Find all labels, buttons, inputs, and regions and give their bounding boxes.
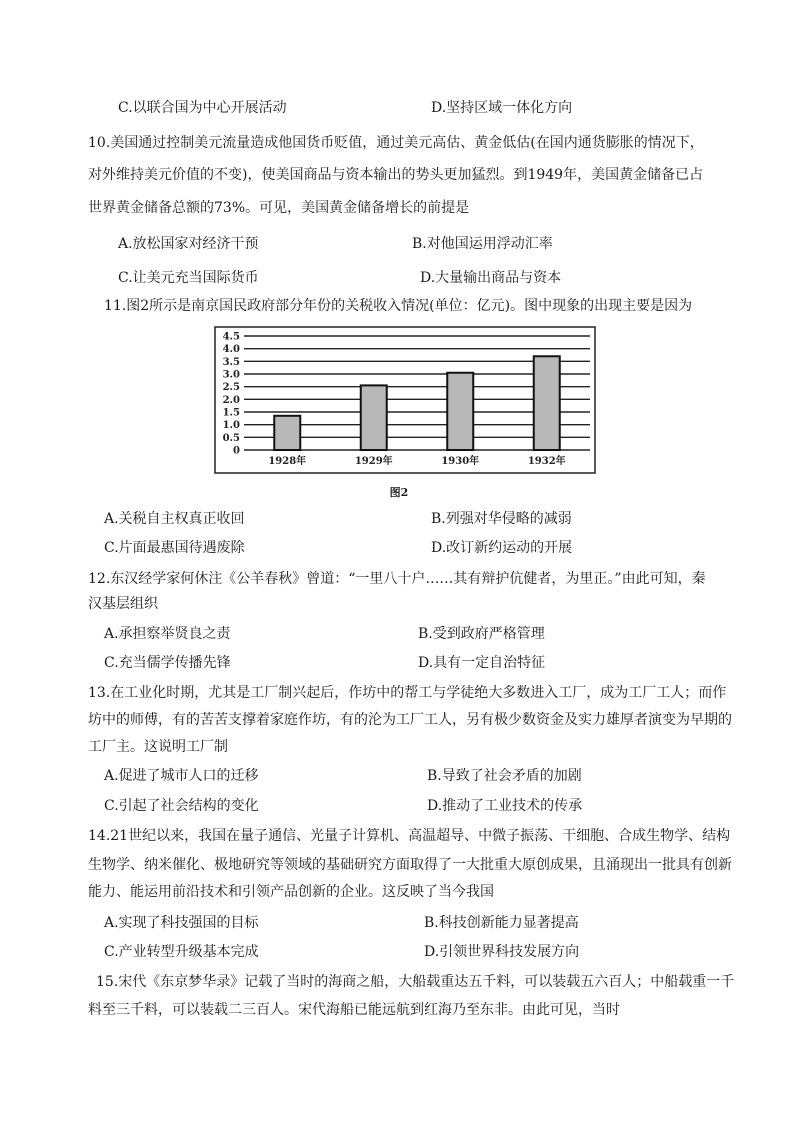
figure-caption: 图2 [389,486,409,499]
chart-svg [214,326,596,474]
q14-stem-line2: 生物学、纳米催化、极地研究等领域的基础研究方面取得了一大批重大原创成果，且涌现出一批具有创新 [88,857,732,873]
q13-option-b: B.导致了社会矛盾的加剧 [427,768,582,784]
q12-option-a: A.承担察举贤良之责 [104,626,231,642]
y-tick-label: 2.0 [222,394,240,406]
y-tick-label: 4.5 [222,331,240,343]
q12-option-c: C.充当儒学传播先锋 [104,655,231,671]
x-tick-label: 1928年 [268,456,307,467]
y-tick-label: 0 [233,445,240,457]
q11-option-d: D.改订新约运动的开展 [431,540,573,556]
q10-option-a: A.放松国家对经济干预 [118,236,259,252]
tariff-bar-chart [214,326,596,474]
bar [534,356,560,450]
q10-option-d: D.大量输出商品与资本 [420,270,562,286]
q14-option-b: B.科技创新能力显著提高 [424,915,579,931]
y-tick-label: 3.5 [222,356,240,368]
q14-option-c: C.产业转型升级基本完成 [104,944,259,960]
bar [361,385,387,450]
q13-option-d: D.推动了工业技术的传承 [427,798,583,814]
q14-option-d: D.引领世界科技发展方向 [424,944,580,960]
bar [447,373,473,450]
q9-option-d: D.坚持区域一体化方向 [431,100,573,116]
bar [274,416,300,450]
q13-stem-line2: 坊中的师傅，有的苦苦支撑着家庭作坊，有的沦为工厂工人，另有极少数资金及实力雄厚者演变为早期的 [88,712,732,728]
q15-stem-line1: 15.宋代《东京梦华录》记载了当时的海商之船，大船载重达五千料，可以装载五六百人；中船载重一千 [96,974,735,990]
q10-stem-line1: 10.美国通过控制美元流量造成他国货币贬值，通过美元高估、黄金低估(在国内通货膨胀的情况下， [88,135,704,151]
q10-stem-line2: 对外维持美元价值的不变)，使美国商品与资本输出的势头更加猛烈。到1949年，美国黄金储备已占 [88,167,704,183]
q12-option-d: D.具有一定自治特征 [418,655,546,671]
q12-stem-line2: 汉基层组织 [88,596,158,612]
x-tick-label: 1929年 [354,456,393,467]
y-tick-label: 1.5 [222,407,240,419]
q14-option-a: A.实现了科技强国的目标 [104,915,259,931]
y-tick-label: 1.0 [222,420,240,432]
q11-option-c: C.片面最惠国待遇废除 [104,540,245,556]
q9-option-c: C.以联合国为中心开展活动 [118,100,287,116]
y-tick-label: 3.0 [222,369,240,381]
x-tick-label: 1932年 [527,456,566,467]
q10-option-c: C.让美元充当国际货币 [118,270,259,286]
x-tick-label: 1930年 [441,456,480,467]
q14-stem-line3: 能力、能运用前沿技术和引领产品创新的企业。这反映了当今我国 [88,884,494,900]
q15-stem-line2: 料至三千料，可以装载二三百人。宋代海船已能远航到红海乃至东非。由此可见，当时 [88,1002,620,1018]
q13-stem-line3: 工厂主。这说明工厂制 [88,739,228,755]
q10-option-b: B.对他国运用浮动汇率 [412,236,553,252]
q11-stem-line1: 11.图2所示是南京国民政府部分年份的关税收入情况(单位：亿元)。图中现象的出现主要是因为 [104,298,693,314]
q10-stem-line3: 世界黄金储备总额的73%。可见，美国黄金储备增长的前提是 [88,200,470,216]
y-tick-label: 0.5 [222,432,240,444]
q13-option-c: C.引起了社会结构的变化 [104,798,259,814]
y-tick-label: 2.5 [222,382,240,394]
q12-option-b: B.受到政府严格管理 [418,626,545,642]
q13-stem-line1: 13.在工业化时期，尤其是工厂制兴起后，作坊中的帮工与学徒绝大多数进入工厂，成为工厂工人；而作 [88,685,727,701]
q11-option-a: A.关税自主权真正收回 [104,511,245,527]
q13-option-a: A.促进了城市人口的迁移 [104,768,259,784]
q12-stem-line1: 12.东汉经学家何休注《公羊春秋》曾道：“一里八十户……其有辩护伉健者，为里正。”由此可知，秦 [88,571,706,587]
y-tick-label: 4.0 [222,344,240,356]
q14-stem-line1: 14.21世纪以来，我国在量子通信、光量子计算机、高温超导、中微子振荡、干细胞、合成生物学、结构 [88,828,731,844]
q11-option-b: B.列强对华侵略的减弱 [431,511,572,527]
